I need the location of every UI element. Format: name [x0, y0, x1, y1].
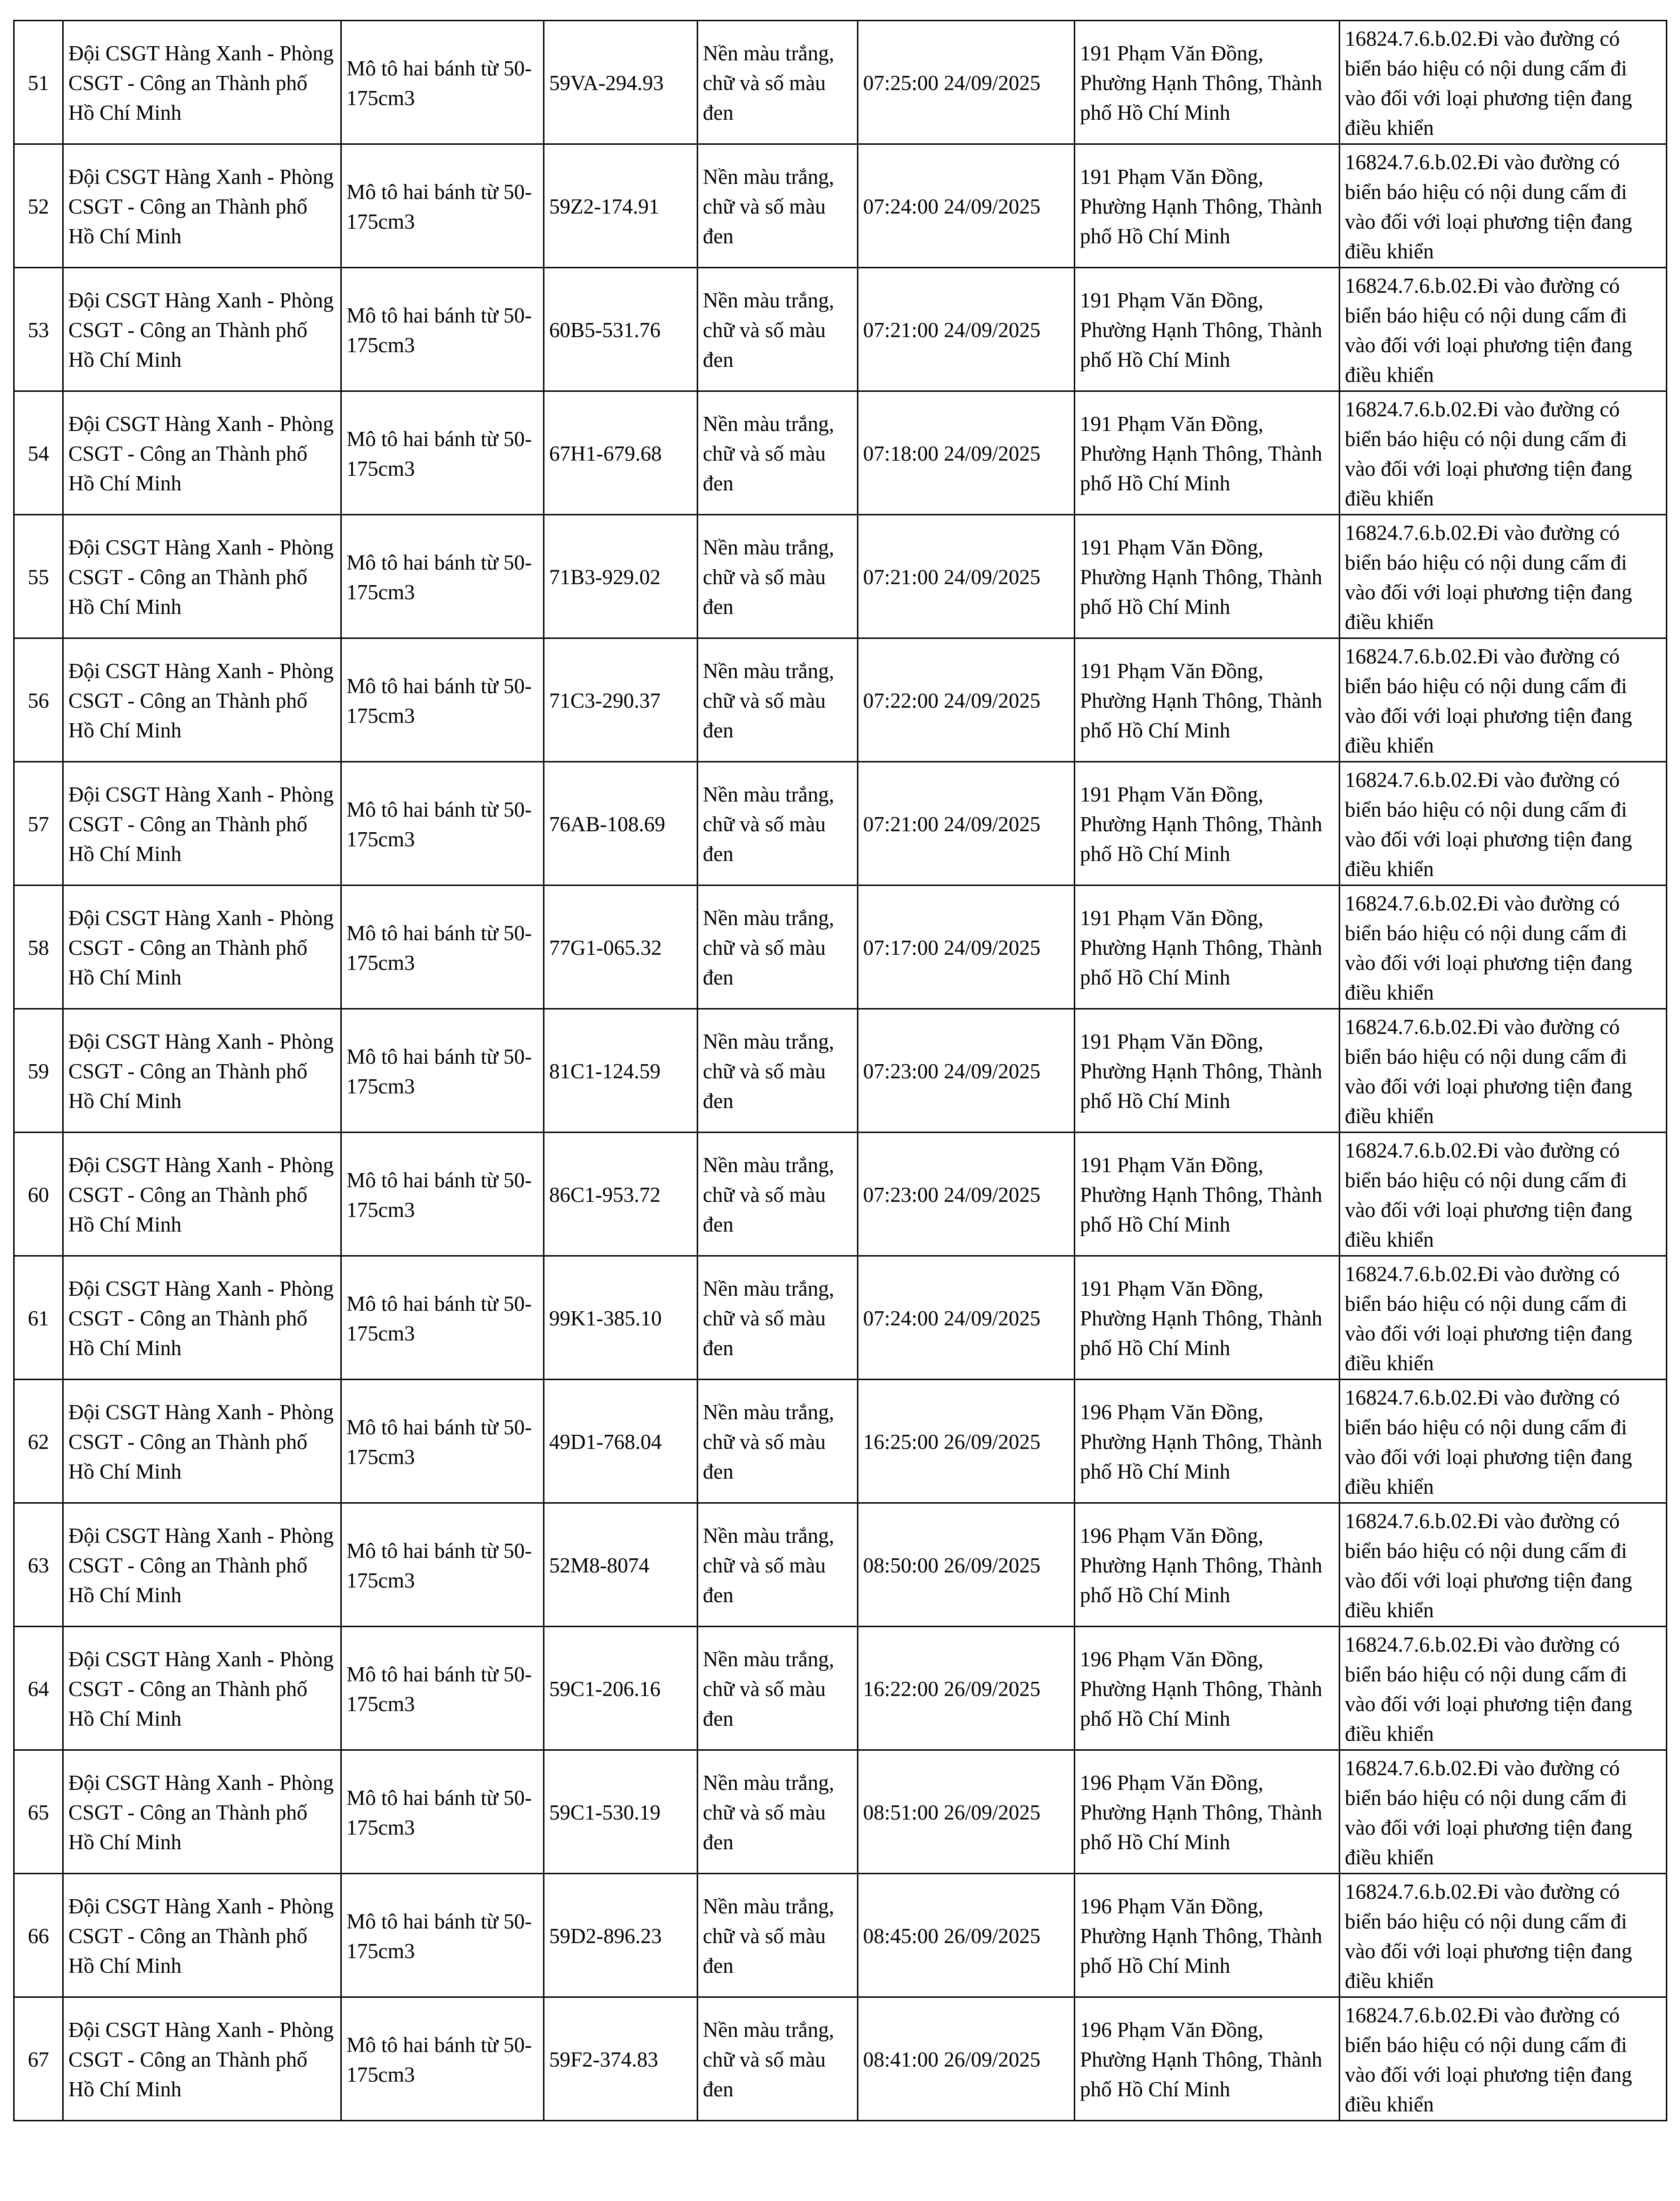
- cell-violation-time: 07:21:00 24/09/2025: [858, 268, 1075, 391]
- cell-plate-color: Nền màu trắng, chữ và số màu đen: [698, 21, 858, 144]
- cell-location: 196 Phạm Văn Đồng, Phường Hạnh Thông, Thành phố Hồ Chí Minh: [1075, 1503, 1340, 1627]
- cell-vehicle-type: Mô tô hai bánh từ 50-175cm3: [341, 885, 544, 1009]
- table-row: [14, 762, 1667, 885]
- cell-license-plate: 71C3-290.37: [544, 638, 698, 762]
- cell-license-plate: 67H1-679.68: [544, 391, 698, 515]
- cell-location: 191 Phạm Văn Đồng, Phường Hạnh Thông, Thành phố Hồ Chí Minh: [1075, 144, 1340, 268]
- cell-license-plate: 59D2-896.23: [544, 1874, 698, 1997]
- table-row: [14, 1750, 1667, 1874]
- cell-violation-time: 07:24:00 24/09/2025: [858, 144, 1075, 268]
- cell-stt: 52: [14, 144, 63, 268]
- cell-license-plate: 59F2-374.83: [544, 1997, 698, 2121]
- cell-license-plate: 59VA-294.93: [544, 21, 698, 144]
- cell-violation: 16824.7.6.b.02.Đi vào đường có biển báo hiệu có nội dung cấm đi vào đối với loại phương tiện đang điều khiển: [1340, 1627, 1667, 1750]
- cell-vehicle-type: Mô tô hai bánh từ 50-175cm3: [341, 1503, 544, 1627]
- cell-vehicle-type: Mô tô hai bánh từ 50-175cm3: [341, 391, 544, 515]
- cell-unit: Đội CSGT Hàng Xanh - Phòng CSGT - Công an Thành phố Hồ Chí Minh: [63, 1009, 341, 1133]
- cell-license-plate: 52M8-8074: [544, 1503, 698, 1627]
- cell-location: 191 Phạm Văn Đồng, Phường Hạnh Thông, Thành phố Hồ Chí Minh: [1075, 1256, 1340, 1380]
- cell-unit: Đội CSGT Hàng Xanh - Phòng CSGT - Công an Thành phố Hồ Chí Minh: [63, 144, 341, 268]
- cell-vehicle-type: Mô tô hai bánh từ 50-175cm3: [341, 144, 544, 268]
- cell-violation-time: 07:21:00 24/09/2025: [858, 515, 1075, 638]
- cell-location: 196 Phạm Văn Đồng, Phường Hạnh Thông, Thành phố Hồ Chí Minh: [1075, 1997, 1340, 2121]
- cell-vehicle-type: Mô tô hai bánh từ 50-175cm3: [341, 1750, 544, 1874]
- cell-license-plate: 77G1-065.32: [544, 885, 698, 1009]
- table-body: [14, 21, 1667, 2121]
- cell-stt: 51: [14, 21, 63, 144]
- cell-license-plate: 60B5-531.76: [544, 268, 698, 391]
- cell-plate-color: Nền màu trắng, chữ và số màu đen: [698, 638, 858, 762]
- cell-license-plate: 59Z2-174.91: [544, 144, 698, 268]
- cell-plate-color: Nền màu trắng, chữ và số màu đen: [698, 1503, 858, 1627]
- cell-violation-time: 07:22:00 24/09/2025: [858, 638, 1075, 762]
- cell-plate-color: Nền màu trắng, chữ và số màu đen: [698, 762, 858, 885]
- cell-plate-color: Nền màu trắng, chữ và số màu đen: [698, 1133, 858, 1256]
- cell-location: 191 Phạm Văn Đồng, Phường Hạnh Thông, Thành phố Hồ Chí Minh: [1075, 638, 1340, 762]
- table-row: [14, 638, 1667, 762]
- cell-location: 196 Phạm Văn Đồng, Phường Hạnh Thông, Thành phố Hồ Chí Minh: [1075, 1750, 1340, 1874]
- cell-unit: Đội CSGT Hàng Xanh - Phòng CSGT - Công an Thành phố Hồ Chí Minh: [63, 515, 341, 638]
- cell-vehicle-type: Mô tô hai bánh từ 50-175cm3: [341, 638, 544, 762]
- cell-vehicle-type: Mô tô hai bánh từ 50-175cm3: [341, 1009, 544, 1133]
- cell-vehicle-type: Mô tô hai bánh từ 50-175cm3: [341, 1874, 544, 1997]
- cell-violation-time: 07:23:00 24/09/2025: [858, 1133, 1075, 1256]
- cell-stt: 54: [14, 391, 63, 515]
- cell-location: 196 Phạm Văn Đồng, Phường Hạnh Thông, Thành phố Hồ Chí Minh: [1075, 1380, 1340, 1503]
- cell-plate-color: Nền màu trắng, chữ và số màu đen: [698, 1997, 858, 2121]
- cell-violation: 16824.7.6.b.02.Đi vào đường có biển báo hiệu có nội dung cấm đi vào đối với loại phương tiện đang điều khiển: [1340, 1009, 1667, 1133]
- cell-violation: 16824.7.6.b.02.Đi vào đường có biển báo hiệu có nội dung cấm đi vào đối với loại phương tiện đang điều khiển: [1340, 1874, 1667, 1997]
- table-row: [14, 1380, 1667, 1503]
- cell-violation: 16824.7.6.b.02.Đi vào đường có biển báo hiệu có nội dung cấm đi vào đối với loại phương tiện đang điều khiển: [1340, 1750, 1667, 1874]
- cell-unit: Đội CSGT Hàng Xanh - Phòng CSGT - Công an Thành phố Hồ Chí Minh: [63, 1256, 341, 1380]
- cell-license-plate: 59C1-530.19: [544, 1750, 698, 1874]
- cell-plate-color: Nền màu trắng, chữ và số màu đen: [698, 1874, 858, 1997]
- cell-license-plate: 81C1-124.59: [544, 1009, 698, 1133]
- cell-stt: 59: [14, 1009, 63, 1133]
- cell-violation-time: 08:41:00 26/09/2025: [858, 1997, 1075, 2121]
- cell-violation-time: 07:24:00 24/09/2025: [858, 1256, 1075, 1380]
- cell-plate-color: Nền màu trắng, chữ và số màu đen: [698, 1627, 858, 1750]
- cell-location: 191 Phạm Văn Đồng, Phường Hạnh Thông, Thành phố Hồ Chí Minh: [1075, 1009, 1340, 1133]
- cell-violation-time: 07:25:00 24/09/2025: [858, 21, 1075, 144]
- table-row: [14, 515, 1667, 638]
- cell-stt: 64: [14, 1627, 63, 1750]
- cell-unit: Đội CSGT Hàng Xanh - Phòng CSGT - Công an Thành phố Hồ Chí Minh: [63, 1627, 341, 1750]
- cell-stt: 57: [14, 762, 63, 885]
- table-row: [14, 1503, 1667, 1627]
- cell-violation: 16824.7.6.b.02.Đi vào đường có biển báo hiệu có nội dung cấm đi vào đối với loại phương tiện đang điều khiển: [1340, 21, 1667, 144]
- table-row: [14, 1997, 1667, 2121]
- table-row: [14, 1256, 1667, 1380]
- cell-unit: Đội CSGT Hàng Xanh - Phòng CSGT - Công an Thành phố Hồ Chí Minh: [63, 762, 341, 885]
- table-row: [14, 21, 1667, 144]
- cell-location: 191 Phạm Văn Đồng, Phường Hạnh Thông, Thành phố Hồ Chí Minh: [1075, 885, 1340, 1009]
- cell-location: 191 Phạm Văn Đồng, Phường Hạnh Thông, Thành phố Hồ Chí Minh: [1075, 515, 1340, 638]
- cell-violation: 16824.7.6.b.02.Đi vào đường có biển báo hiệu có nội dung cấm đi vào đối với loại phương tiện đang điều khiển: [1340, 515, 1667, 638]
- cell-violation: 16824.7.6.b.02.Đi vào đường có biển báo hiệu có nội dung cấm đi vào đối với loại phương tiện đang điều khiển: [1340, 762, 1667, 885]
- table-row: [14, 268, 1667, 391]
- cell-license-plate: 99K1-385.10: [544, 1256, 698, 1380]
- cell-unit: Đội CSGT Hàng Xanh - Phòng CSGT - Công an Thành phố Hồ Chí Minh: [63, 21, 341, 144]
- table-row: [14, 1874, 1667, 1997]
- cell-location: 191 Phạm Văn Đồng, Phường Hạnh Thông, Thành phố Hồ Chí Minh: [1075, 1133, 1340, 1256]
- table-row: [14, 1627, 1667, 1750]
- cell-unit: Đội CSGT Hàng Xanh - Phòng CSGT - Công an Thành phố Hồ Chí Minh: [63, 1997, 341, 2121]
- cell-violation-time: 07:17:00 24/09/2025: [858, 885, 1075, 1009]
- cell-location: 191 Phạm Văn Đồng, Phường Hạnh Thông, Thành phố Hồ Chí Minh: [1075, 762, 1340, 885]
- cell-violation: 16824.7.6.b.02.Đi vào đường có biển báo hiệu có nội dung cấm đi vào đối với loại phương tiện đang điều khiển: [1340, 638, 1667, 762]
- cell-plate-color: Nền màu trắng, chữ và số màu đen: [698, 1256, 858, 1380]
- cell-license-plate: 71B3-929.02: [544, 515, 698, 638]
- cell-stt: 61: [14, 1256, 63, 1380]
- cell-unit: Đội CSGT Hàng Xanh - Phòng CSGT - Công an Thành phố Hồ Chí Minh: [63, 1380, 341, 1503]
- cell-unit: Đội CSGT Hàng Xanh - Phòng CSGT - Công an Thành phố Hồ Chí Minh: [63, 1133, 341, 1256]
- cell-violation-time: 16:22:00 26/09/2025: [858, 1627, 1075, 1750]
- cell-unit: Đội CSGT Hàng Xanh - Phòng CSGT - Công an Thành phố Hồ Chí Minh: [63, 885, 341, 1009]
- cell-location: 196 Phạm Văn Đồng, Phường Hạnh Thông, Thành phố Hồ Chí Minh: [1075, 1874, 1340, 1997]
- cell-stt: 53: [14, 268, 63, 391]
- cell-vehicle-type: Mô tô hai bánh từ 50-175cm3: [341, 1256, 544, 1380]
- cell-violation: 16824.7.6.b.02.Đi vào đường có biển báo hiệu có nội dung cấm đi vào đối với loại phương tiện đang điều khiển: [1340, 144, 1667, 268]
- cell-plate-color: Nền màu trắng, chữ và số màu đen: [698, 1750, 858, 1874]
- cell-unit: Đội CSGT Hàng Xanh - Phòng CSGT - Công an Thành phố Hồ Chí Minh: [63, 268, 341, 391]
- table-row: [14, 1009, 1667, 1133]
- cell-stt: 66: [14, 1874, 63, 1997]
- cell-plate-color: Nền màu trắng, chữ và số màu đen: [698, 144, 858, 268]
- cell-unit: Đội CSGT Hàng Xanh - Phòng CSGT - Công an Thành phố Hồ Chí Minh: [63, 1874, 341, 1997]
- cell-license-plate: 59C1-206.16: [544, 1627, 698, 1750]
- cell-violation-time: 16:25:00 26/09/2025: [858, 1380, 1075, 1503]
- table-row: [14, 1133, 1667, 1256]
- cell-stt: 58: [14, 885, 63, 1009]
- cell-vehicle-type: Mô tô hai bánh từ 50-175cm3: [341, 1997, 544, 2121]
- cell-vehicle-type: Mô tô hai bánh từ 50-175cm3: [341, 762, 544, 885]
- cell-violation-time: 07:23:00 24/09/2025: [858, 1009, 1075, 1133]
- cell-violation: 16824.7.6.b.02.Đi vào đường có biển báo hiệu có nội dung cấm đi vào đối với loại phương tiện đang điều khiển: [1340, 1997, 1667, 2121]
- table-row: [14, 144, 1667, 268]
- table-row: [14, 885, 1667, 1009]
- cell-location: 191 Phạm Văn Đồng, Phường Hạnh Thông, Thành phố Hồ Chí Minh: [1075, 21, 1340, 144]
- cell-violation: 16824.7.6.b.02.Đi vào đường có biển báo hiệu có nội dung cấm đi vào đối với loại phương tiện đang điều khiển: [1340, 1133, 1667, 1256]
- cell-violation: 16824.7.6.b.02.Đi vào đường có biển báo hiệu có nội dung cấm đi vào đối với loại phương tiện đang điều khiển: [1340, 268, 1667, 391]
- cell-stt: 65: [14, 1750, 63, 1874]
- cell-vehicle-type: Mô tô hai bánh từ 50-175cm3: [341, 1380, 544, 1503]
- cell-violation-time: 07:18:00 24/09/2025: [858, 391, 1075, 515]
- cell-license-plate: 76AB-108.69: [544, 762, 698, 885]
- cell-stt: 56: [14, 638, 63, 762]
- cell-violation-time: 08:51:00 26/09/2025: [858, 1750, 1075, 1874]
- cell-plate-color: Nền màu trắng, chữ và số màu đen: [698, 1009, 858, 1133]
- cell-plate-color: Nền màu trắng, chữ và số màu đen: [698, 885, 858, 1009]
- cell-plate-color: Nền màu trắng, chữ và số màu đen: [698, 268, 858, 391]
- cell-violation: 16824.7.6.b.02.Đi vào đường có biển báo hiệu có nội dung cấm đi vào đối với loại phương tiện đang điều khiển: [1340, 391, 1667, 515]
- cell-violation: 16824.7.6.b.02.Đi vào đường có biển báo hiệu có nội dung cấm đi vào đối với loại phương tiện đang điều khiển: [1340, 1503, 1667, 1627]
- cell-violation: 16824.7.6.b.02.Đi vào đường có biển báo hiệu có nội dung cấm đi vào đối với loại phương tiện đang điều khiển: [1340, 1256, 1667, 1380]
- cell-location: 191 Phạm Văn Đồng, Phường Hạnh Thông, Thành phố Hồ Chí Minh: [1075, 268, 1340, 391]
- cell-plate-color: Nền màu trắng, chữ và số màu đen: [698, 1380, 858, 1503]
- cell-license-plate: 49D1-768.04: [544, 1380, 698, 1503]
- cell-vehicle-type: Mô tô hai bánh từ 50-175cm3: [341, 1133, 544, 1256]
- cell-unit: Đội CSGT Hàng Xanh - Phòng CSGT - Công an Thành phố Hồ Chí Minh: [63, 391, 341, 515]
- cell-unit: Đội CSGT Hàng Xanh - Phòng CSGT - Công an Thành phố Hồ Chí Minh: [63, 1750, 341, 1874]
- table-row: [14, 391, 1667, 515]
- cell-stt: 63: [14, 1503, 63, 1627]
- cell-vehicle-type: Mô tô hai bánh từ 50-175cm3: [341, 268, 544, 391]
- violations-table: [13, 20, 1667, 2121]
- cell-stt: 67: [14, 1997, 63, 2121]
- cell-license-plate: 86C1-953.72: [544, 1133, 698, 1256]
- cell-violation-time: 08:50:00 26/09/2025: [858, 1503, 1075, 1627]
- cell-vehicle-type: Mô tô hai bánh từ 50-175cm3: [341, 21, 544, 144]
- cell-plate-color: Nền màu trắng, chữ và số màu đen: [698, 391, 858, 515]
- cell-unit: Đội CSGT Hàng Xanh - Phòng CSGT - Công an Thành phố Hồ Chí Minh: [63, 638, 341, 762]
- cell-plate-color: Nền màu trắng, chữ và số màu đen: [698, 515, 858, 638]
- cell-vehicle-type: Mô tô hai bánh từ 50-175cm3: [341, 1627, 544, 1750]
- cell-violation-time: 08:45:00 26/09/2025: [858, 1874, 1075, 1997]
- cell-stt: 62: [14, 1380, 63, 1503]
- cell-location: 196 Phạm Văn Đồng, Phường Hạnh Thông, Thành phố Hồ Chí Minh: [1075, 1627, 1340, 1750]
- cell-violation: 16824.7.6.b.02.Đi vào đường có biển báo hiệu có nội dung cấm đi vào đối với loại phương tiện đang điều khiển: [1340, 885, 1667, 1009]
- cell-stt: 55: [14, 515, 63, 638]
- cell-violation: 16824.7.6.b.02.Đi vào đường có biển báo hiệu có nội dung cấm đi vào đối với loại phương tiện đang điều khiển: [1340, 1380, 1667, 1503]
- cell-vehicle-type: Mô tô hai bánh từ 50-175cm3: [341, 515, 544, 638]
- cell-unit: Đội CSGT Hàng Xanh - Phòng CSGT - Công an Thành phố Hồ Chí Minh: [63, 1503, 341, 1627]
- cell-location: 191 Phạm Văn Đồng, Phường Hạnh Thông, Thành phố Hồ Chí Minh: [1075, 391, 1340, 515]
- cell-violation-time: 07:21:00 24/09/2025: [858, 762, 1075, 885]
- cell-stt: 60: [14, 1133, 63, 1256]
